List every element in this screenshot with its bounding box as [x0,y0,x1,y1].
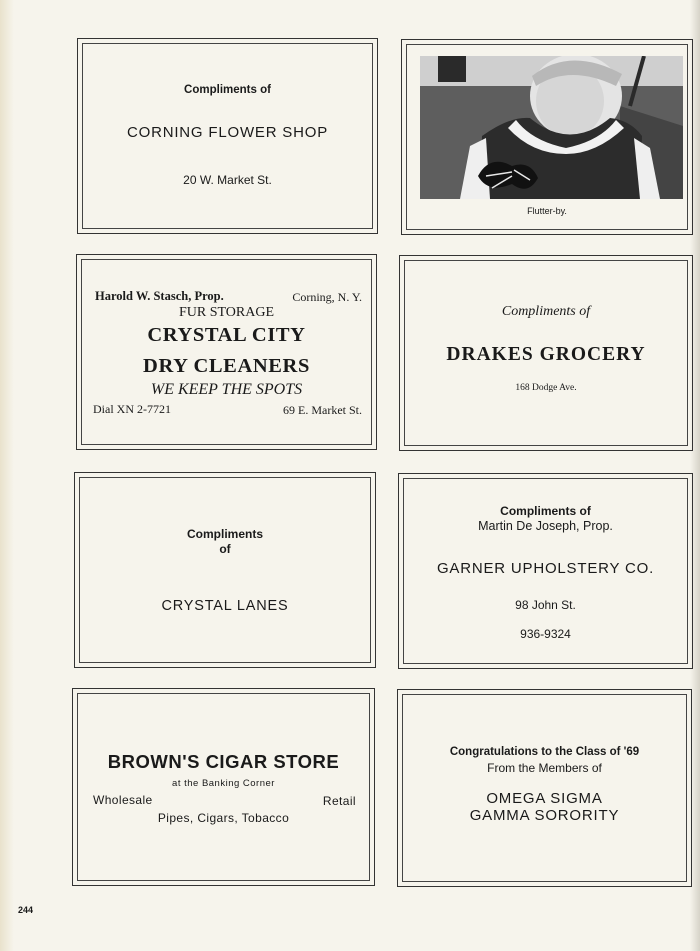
ad-compliments-line1: Compliments [186,527,263,541]
ad-org-name-line1: OMEGA SIGMA [486,790,603,807]
ad-location: Corning, N. Y. [292,290,362,304]
ad-service: FUR STORAGE [178,305,275,320]
ad-omega-sigma-gamma [397,689,692,887]
ad-crystal-lanes [74,472,376,668]
ad-business-name: CRYSTAL LANES [161,598,289,614]
photo-caption: Flutter-by. [527,206,567,216]
ad-org-name-line2: GAMMA SORORITY [469,807,620,824]
ad-address: 168 Dodge Ave. [515,383,577,393]
ad-browns-cigar-store [72,688,375,886]
ad-congratulations: Congratulations to the Class of '69 [449,746,640,758]
ad-compliments-line2: of [219,542,231,556]
ad-from-members: From the Members of [487,761,602,775]
ad-frame [79,477,371,663]
page-number: 244 [18,905,34,915]
ad-crystal-city-dry-cleaners [76,254,377,450]
ad-business-name: BROWN'S CIGAR STORE [107,751,340,772]
ad-business-name-line2: DRY CLEANERS [143,355,310,377]
ad-slogan: WE KEEP THE SPOTS [150,381,303,398]
ad-business-name-line1: CRYSTAL CITY [147,324,306,346]
page-spine-shadow [0,0,14,951]
ad-phone: Dial XN 2-7721 [93,402,171,416]
ad-address: 20 W. Market St. [183,173,272,187]
ad-drakes-grocery [399,255,693,451]
ad-business-name: GARNER UPHOLSTERY CO. [436,560,655,577]
ad-address: 69 E. Market St. [283,403,362,417]
ad-phone: 936-9324 [520,627,571,641]
ad-retail: Retail [322,794,356,808]
ad-corning-flower-shop [77,38,378,234]
ad-proprietor: Harold W. Stasch, Prop. [95,289,224,303]
ad-compliments: Compliments of [501,304,591,319]
butterfly-photo [420,56,683,199]
ad-address: 98 John St. [515,598,576,612]
ad-wholesale: Wholesale [93,793,153,807]
ad-business-name: DRAKES GROCERY [446,344,646,365]
ad-tagline: at the Banking Corner [172,778,275,789]
ad-business-name: CORNING FLOWER SHOP [126,124,329,141]
ad-compliments: Compliments of [184,84,271,96]
ad-photo-frame [401,39,693,235]
ad-frame [402,694,687,882]
ad-garner-upholstery [398,473,693,669]
ad-proprietor: Martin De Joseph, Prop. [478,519,613,533]
ad-products: Pipes, Cigars, Tobacco [157,811,290,825]
ad-compliments: Compliments of [500,504,591,518]
